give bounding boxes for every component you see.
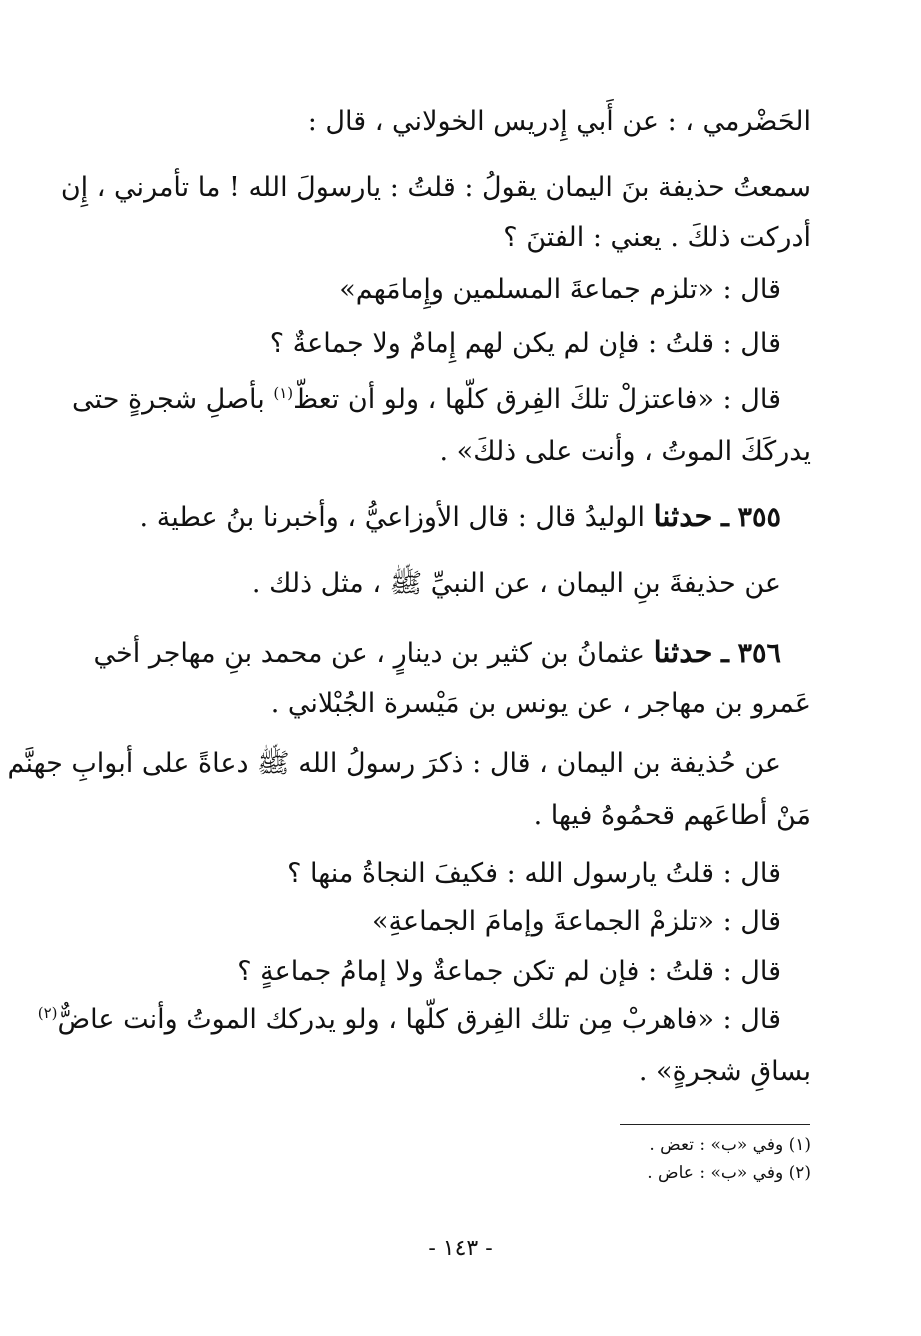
hadith-356-haddathana: حدثنا (653, 635, 713, 669)
hadith-356-line (94, 632, 781, 674)
hadith-356-number: ٣٥٦ (737, 638, 781, 669)
text-line-2-content: سمعتُ حذيفة بنَ اليمان يقولُ : قلتُ : يارسولَ الله ! ما تأمرني ، إِن (60, 172, 811, 203)
text-line-11: عن حُذيفة بن اليمان ، قال : ذكرَ رسولُ الله ﷺ دعاةً على أبوابِ جهنَّم (7, 748, 781, 779)
text-line-4: قال : «تلزم جماعةَ المسلمين وإِمامَهم» (339, 274, 781, 305)
text-line-10: عَمرو بن مهاجر ، عن يونس بن مَيْسرة الجُبْلاني . (270, 688, 811, 719)
hadith-356-dash: ـ (720, 638, 729, 669)
hadith-355-dash: ـ (720, 502, 729, 533)
hadith-355-haddathana: حدثنا (653, 499, 713, 533)
page-number: - ١٤٣ - (428, 1236, 493, 1261)
footnote-2: (٢) وفي «ب» : عاض . (647, 1163, 811, 1183)
text-line-2 (61, 168, 811, 208)
text-line-1: الحَضْرمي ، : عن أَبي إِدريس الخولاني ، قال : (307, 106, 811, 137)
footnote-1: (١) وفي «ب» : تعض . (649, 1135, 811, 1155)
hadith-356-text: عثمانُ بن كثير بن دينارٍ ، عن محمد بنِ مهاجر أخي (93, 638, 645, 669)
text-line-6 (72, 380, 781, 420)
text-line-16 (38, 1000, 781, 1040)
text-line-6-a: قال : «فاعتزلْ تلكَ الفِرق كلّها ، ولو أن تعظّ (293, 384, 781, 415)
text-line-8: عن حذيفةَ بنِ اليمان ، عن النبيِّ ﷺ ، مثل ذلك . (251, 568, 781, 599)
text-line-13: قال : قلتُ يارسول الله : فكيفَ النجاةُ منها ؟ (287, 858, 781, 889)
footnote-mark-1: (١) (273, 384, 294, 402)
footnote-divider (620, 1124, 810, 1125)
text-line-12: مَنْ أطاعَهم قحمُوهُ فيها . (533, 800, 811, 831)
text-line-15: قال : قلتُ : فإن لم تكن جماعةٌ ولا إمامُ جماعةٍ ؟ (237, 956, 781, 987)
text-line-17: بساقِ شجرةٍ» . (638, 1056, 811, 1087)
text-line-6-b: بأصلِ شجرةٍ حتى (72, 384, 265, 415)
footnote-mark-2: (٢) (37, 1004, 58, 1022)
text-line-14: قال : «تلزمْ الجماعةَ وإمامَ الجماعةِ» (372, 906, 781, 937)
hadith-355-number: ٣٥٥ (737, 502, 781, 533)
text-line-16-content: قال : «فاهربْ مِن تلك الفِرق كلّها ، ولو يدركك الموتُ وأنت عاضٌّ (57, 1004, 781, 1035)
hadith-355-line (140, 496, 781, 538)
text-line-5: قال : قلتُ : فإن لم يكن لهم إِمامٌ ولا جماعةٌ ؟ (269, 328, 781, 359)
text-line-7: يدركَكَ الموتُ ، وأنت على ذلكَ» . (439, 436, 811, 467)
text-line-3: أدركت ذلكَ . يعني : الفتنَ ؟ (503, 222, 811, 253)
hadith-355-text: الوليدُ قال : قال الأوزاعيُّ ، وأخبرنا بنُ عطية . (139, 502, 645, 533)
